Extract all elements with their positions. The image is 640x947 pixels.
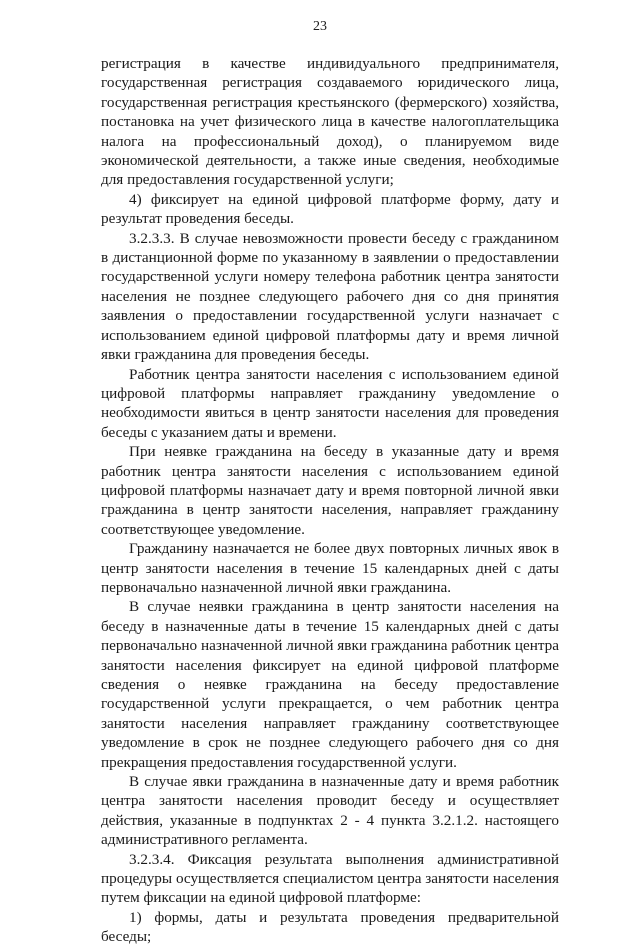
paragraph-termination: В случае неявки гражданина в центр занятости населения на беседу в назначенные даты в течение 15 календарных дней с даты первоначально назначенной личной явки гражданина работник центра занятости населения фиксирует на единой цифровой платформе сведения о неявке гражданина на беседу предоставление государственной услуги прекращается, о чем работник центра занятости населения направляет гражданину соответствующее уведомление в срок не позднее следующего рабочего дня со дня прекращения предоставления государственной услуги. (101, 598, 559, 771)
paragraph-repeat-appearances: Гражданину назначается не более двух повторных личных явок в центр занятости населения в течение 15 календарных дней с даты первоначально назначенной личной явки гражданина. (101, 540, 559, 596)
paragraph-notification: Работник центра занятости населения с использованием единой цифровой платформы направляет гражданину уведомление о необходимости явиться в центр занятости населения для проведения беседы с указанием даты и времени. (101, 365, 559, 441)
paragraph-registration-continuation: регистрация в качестве индивидуального предпринимателя, государственная регистрация создаваемого юридического лица, государственная регистрация крестьянского (фермерского) хозяйства, постановка на учет физического лица в качестве налогоплательщика налога на профессиональный доход), о планируемом виде экономической деятельности, а также иные сведения, необходимые для предоставления государственной услуги; (101, 55, 559, 189)
paragraph-item-1: 1) формы, даты и результата проведения предварительной беседы; (101, 908, 559, 946)
paragraph-3-2-3-3: 3.2.3.3. В случае невозможности провести беседу с гражданином в дистанционной форме по указанному в заявлении о предоставлении государственной услуги номеру телефона работник центра занятости населения не позднее следующего рабочего дня со дня принятия заявления о предоставлении государственной услуги назначает с использованием единой цифровой платформы дату и время личной явки гражданина для проведения беседы. (101, 229, 559, 364)
paragraph-3-2-3-4: 3.2.3.4. Фиксация результата выполнения административной процедуры осуществляется специалистом центра занятости населения путем фиксации на единой цифровой платформе: (101, 850, 559, 907)
document-body (101, 54, 559, 947)
paragraph-non-appearance: При неявке гражданина на беседу в указанные дату и время работник центра занятости населения с использованием единой цифровой платформы назначает дату и время повторной личной явки гражданина в центр занятости населения, направляет гражданину соответствующее уведомление. (101, 443, 559, 538)
paragraph-appearance: В случае явки гражданина в назначенные дату и время работник центра занятости населения проводит беседу и осуществляет действия, указанные в подпунктах 2 - 4 пункта 3.2.1.2. настоящего административного регламента. (101, 773, 559, 849)
page-number: 23 (313, 19, 327, 34)
paragraph-item-4: 4) фиксирует на единой цифровой платформе форму, дату и результат проведения беседы. (101, 190, 559, 228)
